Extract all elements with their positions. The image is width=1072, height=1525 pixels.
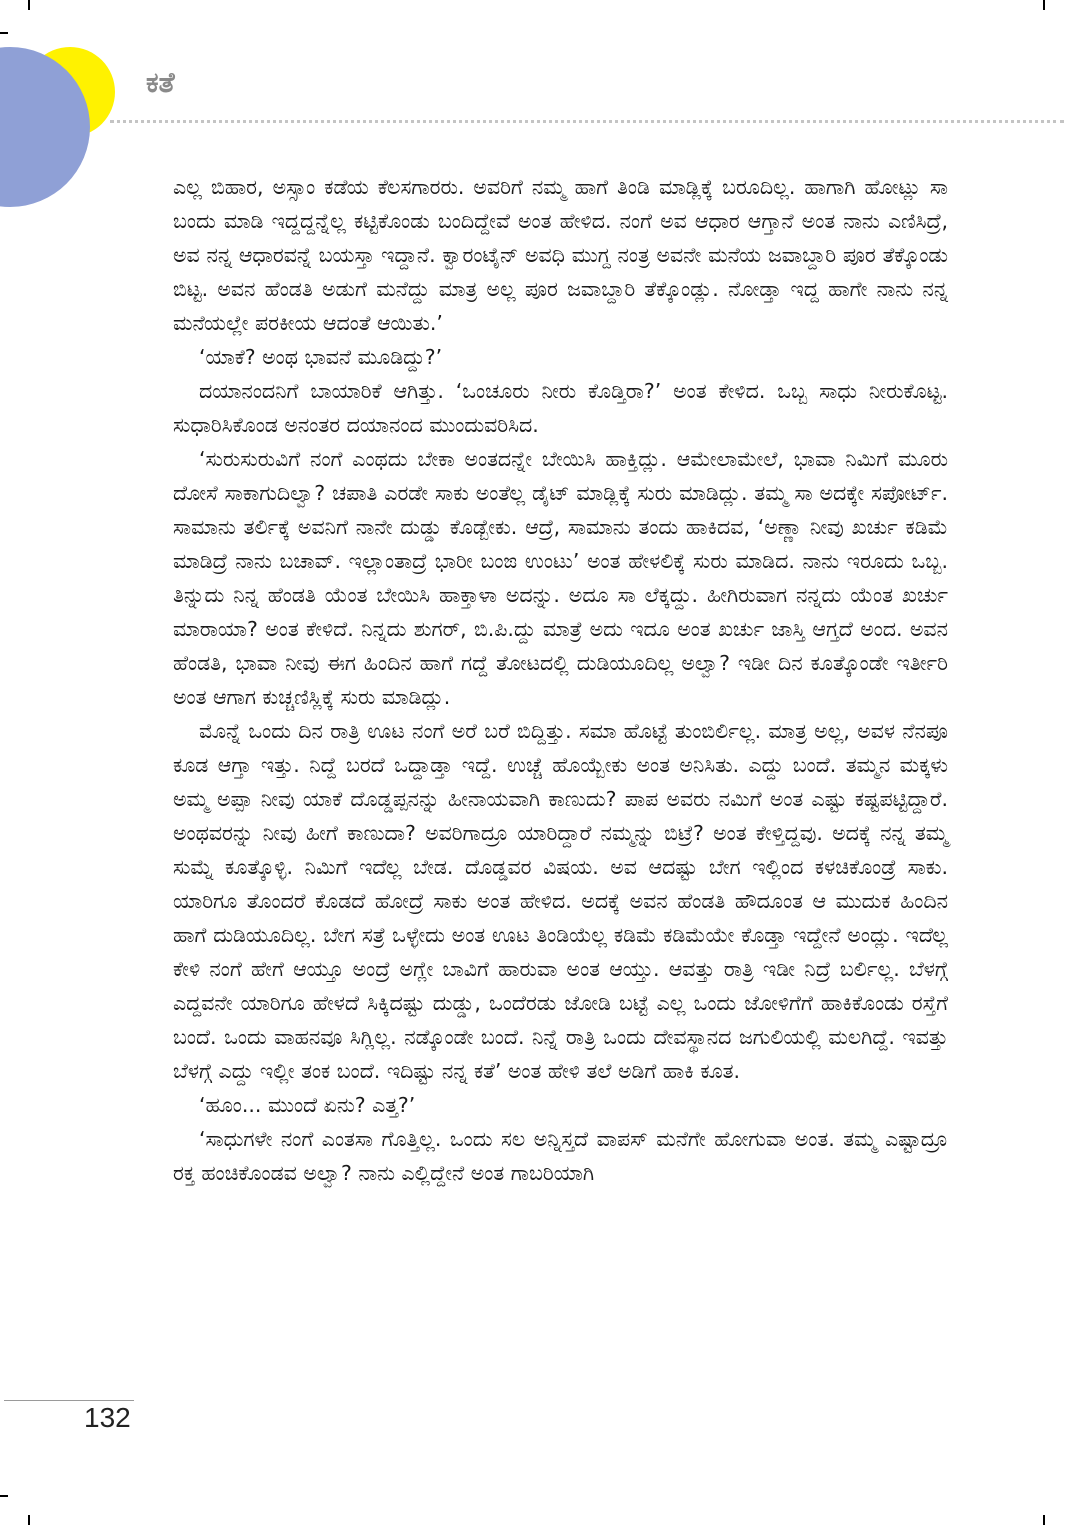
crop-mark-left-upper [0,32,8,34]
paragraph: ಎಲ್ಲ ಬಿಹಾರ, ಅಸ್ಸಾಂ ಕಡೆಯ ಕೆಲಸಗಾರರು. ಅವರಿಗೆ ನಮ್ಮ ಹಾಗೆ ತಿಂಡಿ ಮಾಡ್ಲಿಕ್ಕೆ ಬರೂದಿಲ್ಲ. ಹಾಗಾಗಿ ಹೋಟ್ಲು ಸಾ ಬಂದು ಮಾಡಿ ಇದ್ದದ್ದನ್ನೆಲ್ಲ ಕಟ್ಟಿಕೊಂಡು ಬಂದಿದ್ದೇವೆ ಅಂತ ಹೇಳಿದ. ನಂಗೆ ಅವ ಆಧಾರ ಆಗ್ತಾನೆ ಅಂತ ನಾನು ಎಣಿಸಿದ್ರೆ, ಅವ ನನ್ನ ಆಧಾರವನ್ನೆ ಬಯಸ್ತಾ ಇದ್ದಾನೆ. ಕ್ವಾರಂಟೈನ್ ಅವಧಿ ಮುಗ್ದ ನಂತ್ರ ಅವನೇ ಮನೆಯ ಜವಾಬ್ದಾರಿ ಪೂರ ತೆಕ್ಕೊಂಡು ಬಿಟ್ಟ. ಅವನ ಹೆಂಡತಿ ಅಡುಗೆ ಮನೆದ್ದು ಮಾತ್ರ ಅಲ್ಲ ಪೂರ ಜವಾಬ್ದಾರಿ ತೆಕ್ಕೊಂಡ್ಲು. ನೋಡ್ತಾ ಇದ್ದ ಹಾಗೇ ನಾನು ನನ್ನ ಮನೆಯಲ್ಲೇ ಪರಕೀಯ ಆದಂತೆ ಆಯಿತು.’ [173,175,948,335]
section-title: ಕತೆ [146,66,175,99]
paragraph: ‘ಸಾಧುಗಳೇ ನಂಗೆ ಎಂತಸಾ ಗೊತ್ತಿಲ್ಲ. ಒಂದು ಸಲ ಅನ್ನಿಸ್ತದೆ ವಾಪಸ್ ಮನೆಗೇ ಹೋಗುವಾ ಅಂತ. ತಮ್ಮ ಎಷ್ಟಾದ್ರೂ ರಕ್ತ ಹಂಚಿಕೊಂಡವ ಅಲ್ವಾ? ನಾನು ಎಲ್ಲಿದ್ದೇನೆ ಅಂತ ಗಾಬರಿಯಾಗಿ [173,1127,948,1185]
crop-mark-bottom-right [1043,1515,1045,1525]
story-body [173,170,948,1190]
crop-mark-bottom-left [28,1515,30,1525]
paragraph: ‘ಸುರುಸುರುವಿಗೆ ನಂಗೆ ಎಂಥದು ಬೇಕಾ ಅಂತದನ್ನೇ ಬೇಯಿಸಿ ಹಾಕ್ತಿದ್ಲು. ಆಮೇಲಾಮೇಲೆ, ಭಾವಾ ನಿಮಿಗೆ ಮೂರು ದೋಸೆ ಸಾಕಾಗುದಿಲ್ವಾ? ಚಪಾತಿ ಎರಡೇ ಸಾಕು ಅಂತೆಲ್ಲ ಡೈಟ್ ಮಾಡ್ಲಿಕ್ಕೆ ಸುರು ಮಾಡಿದ್ಲು. ತಮ್ಮ ಸಾ ಅದಕ್ಕೇ ಸಪೋರ್ಟ್. ಸಾಮಾನು ತರ್ಲಿಕ್ಕೆ ಅವನಿಗೆ ನಾನೇ ದುಡ್ಡು ಕೊಡ್ಬೇಕು. ಆದ್ರೆ, ಸಾಮಾನು ತಂದು ಹಾಕಿದವ, ‘ಅಣ್ಣಾ ನೀವು ಖರ್ಚು ಕಡಿಮೆ ಮಾಡಿದ್ರೆ ನಾನು ಬಚಾವ್. ಇಲ್ಲಾಂತಾದ್ರೆ ಭಾರೀ ಬಂಙ ಉಂಟು’ ಅಂತ ಹೇಳಲಿಕ್ಕೆ ಸುರು ಮಾಡಿದ. ನಾನು ಇರೂದು ಒಬ್ಬ. ತಿನ್ನುದು ನಿನ್ನ ಹೆಂಡತಿ ಯೆಂತ ಬೇಯಿಸಿ ಹಾಕ್ತಾಳಾ ಅದನ್ನು. ಅದೂ ಸಾ ಲೆಕ್ಕದ್ದು. ಹೀಗಿರುವಾಗ ನನ್ನದು ಯೆಂತ ಖರ್ಚು ಮಾರಾಯಾ? ಅಂತ ಕೇಳಿದೆ. ನಿನ್ನದು ಶುಗರ್, ಬಿ.ಪಿ.ದ್ದು ಮಾತ್ರೆ ಅದು ಇದೂ ಅಂತ ಖರ್ಚು ಜಾಸ್ತಿ ಆಗ್ತದೆ ಅಂದ. ಅವನ ಹೆಂಡತಿ, ಭಾವಾ ನೀವು ಈಗ ಹಿಂದಿನ ಹಾಗೆ ಗದ್ದೆ ತೋಟದಲ್ಲಿ ದುಡಿಯೂದಿಲ್ಲ ಅಲ್ವಾ? ಇಡೀ ದಿನ ಕೂತ್ಕೊಂಡೇ ಇರ್ತೀರಿ ಅಂತ ಆಗಾಗ ಕುಚ್ಚಣಿಸ್ಲಿಕ್ಕೆ ಸುರು ಮಾಡಿದ್ಲು. [173,447,948,709]
page-number: 132 [84,1402,131,1433]
paragraph: ‘ಯಾಕೆ? ಅಂಥ ಭಾವನೆ ಮೂಡಿದ್ದು?’ [199,345,443,369]
paragraph: ಮೊನ್ನೆ ಒಂದು ದಿನ ರಾತ್ರಿ ಊಟ ನಂಗೆ ಅರೆ ಬರೆ ಬಿದ್ದಿತ್ತು. ಸಮಾ ಹೊಟ್ಟೆ ತುಂಬಿರ್ಲಿಲ್ಲ. ಮಾತ್ರ ಅಲ್ಲ, ಅವಳ ನೆನಪೂ ಕೂಡ ಆಗ್ತಾ ಇತ್ತು. ನಿದ್ದೆ ಬರದೆ ಒದ್ದಾಡ್ತಾ ಇದ್ದೆ. ಉಚ್ಚೆ ಹೊಯ್ಬೇಕು ಅಂತ ಅನಿಸಿತು. ಎದ್ದು ಬಂದೆ. ತಮ್ಮನ ಮಕ್ಕಳು ಅಮ್ಮ ಅಪ್ಪಾ ನೀವು ಯಾಕೆ ದೊಡ್ಡಪ್ಪನನ್ನು ಹೀನಾಯವಾಗಿ ಕಾಣುದು? ಪಾಪ ಅವರು ನಮಿಗೆ ಅಂತ ಎಷ್ಟು ಕಷ್ಟಪಟ್ಟಿದ್ದಾರೆ. ಅಂಥವರನ್ನು ನೀವು ಹೀಗೆ ಕಾಣುದಾ? ಅವರಿಗಾದ್ರೂ ಯಾರಿದ್ದಾರೆ ನಮ್ಮನ್ನು ಬಿಟ್ರೆ? ಅಂತ ಕೇಳ್ತಿದ್ದವು. ಅದಕ್ಕೆ ನನ್ನ ತಮ್ಮ ಸುಮ್ನೆ ಕೂತ್ಕೊಳ್ಳಿ. ನಿಮಿಗೆ ಇದೆಲ್ಲ ಬೇಡ. ದೊಡ್ಡವರ ವಿಷಯ. ಅವ ಆದಷ್ಟು ಬೇಗ ಇಲ್ಲಿಂದ ಕಳಚಿಕೊಂಡ್ರೆ ಸಾಕು. ಯಾರಿಗೂ ತೊಂದರೆ ಕೊಡದೆ ಹೋದ್ರೆ ಸಾಕು ಅಂತ ಹೇಳಿದ. ಅದಕ್ಕೆ ಅವನ ಹೆಂಡತಿ ಹೌದೂಂತ ಆ ಮುದುಕ ಹಿಂದಿನ ಹಾಗೆ ದುಡಿಯೂದಿಲ್ಲ. ಬೇಗ ಸತ್ರೆ ಒಳ್ಳೇದು ಅಂತ ಊಟ ತಿಂಡಿಯೆಲ್ಲ ಕಡಿಮೆ ಕಡಿಮೆಯೇ ಕೊಡ್ತಾ ಇದ್ದೇನೆ ಅಂದ್ಲು. ಇದೆಲ್ಲ ಕೇಳಿ ನಂಗೆ ಹೇಗೆ ಆಯ್ತೂ ಅಂದ್ರೆ ಅಗ್ಲೇ ಬಾವಿಗೆ ಹಾರುವಾ ಅಂತ ಆಯ್ತು. ಆವತ್ತು ರಾತ್ರಿ ಇಡೀ ನಿದ್ರೆ ಬರ್ಲಿಲ್ಲ. ಬೆಳಗ್ಗೆ ಎದ್ದವನೇ ಯಾರಿಗೂ ಹೇಳದೆ ಸಿಕ್ಕಿದಷ್ಟು ದುಡ್ಡು, ಒಂದೆರಡು ಜೋಡಿ ಬಟ್ಟೆ ಎಲ್ಲ ಒಂದು ಜೋಳಿಗೆಗೆ ಹಾಕಿಕೊಂಡು ರಸ್ತೆಗೆ ಬಂದೆ. ಒಂದು ವಾಹನವೂ ಸಿಗ್ಲಿಲ್ಲ. ನಡ್ಕೊಂಡೇ ಬಂದೆ. ನಿನ್ನೆ ರಾತ್ರಿ ಒಂದು ದೇವಸ್ಥಾನದ ಜಗುಲಿಯಲ್ಲಿ ಮಲಗಿದ್ದೆ. ಇವತ್ತು ಬೆಳಗ್ಗೆ ಎದ್ದು ಇಲ್ಲೀ ತಂಕ ಬಂದೆ. ಇದಿಷ್ಟು ನನ್ನ ಕತೆ’ ಅಂತ ಹೇಳಿ ತಲೆ ಅಡಿಗೆ ಹಾಕಿ ಕೂತ. [173,719,948,1083]
dotted-rule [110,120,1064,123]
decorative-circles [0,40,140,260]
paragraph: ದಯಾನಂದನಿಗೆ ಬಾಯಾರಿಕೆ ಆಗಿತ್ತು. ‘ಒಂಚೂರು ನೀರು ಕೊಡ್ತಿರಾ?’ ಅಂತ ಕೇಳಿದ. ಒಬ್ಬ ಸಾಧು ನೀರುಕೊಟ್ಟ. ಸುಧಾರಿಸಿಕೊಂಡ ಅನಂತರ ದಯಾನಂದ ಮುಂದುವರಿಸಿದ. [173,379,948,437]
page-number-rule [4,1400,134,1401]
crop-mark-top-right [1043,0,1045,10]
paragraph: ‘ಹೂಂ... ಮುಂದೆ ಏನು? ಎತ್ತ?’ [199,1093,416,1117]
crop-mark-top-left [28,0,30,10]
crop-mark-left-lower [0,1495,8,1497]
